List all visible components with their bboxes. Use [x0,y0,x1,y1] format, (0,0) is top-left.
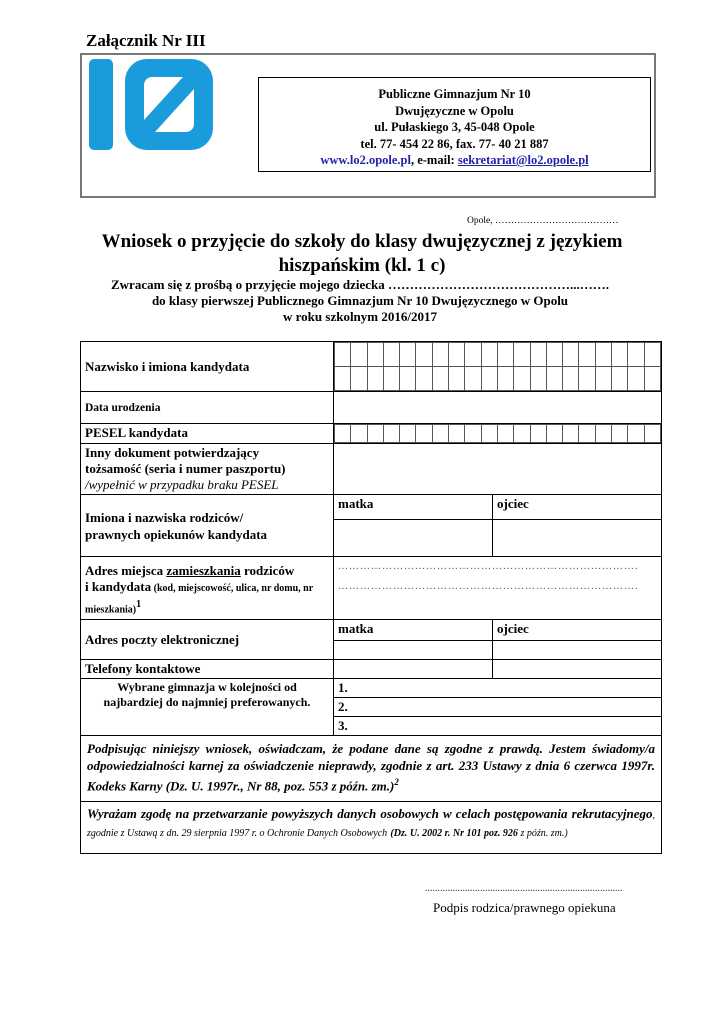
parents-mother-header: matka [334,495,493,520]
label-phones: Telefony kontaktowe [81,660,334,679]
father-email-field[interactable] [493,641,662,660]
consent-norm: , zgodnie z Ustawą z dn. 29 sierpnia 1997 r. o Ochronie Danych Osobowych [87,810,655,840]
char-box[interactable] [351,343,367,367]
address-part-2: rodziców [240,563,295,578]
signature-label: Podpis rodzica/prawnego opiekuna [433,900,616,915]
char-box[interactable] [367,425,383,443]
label-candidate-name: Nazwisko i imiona kandydata [81,342,334,392]
char-box[interactable] [628,367,644,391]
title-line-2: hiszpańskim (kl. 1 c) [278,255,446,276]
school-web-line [259,152,650,169]
label-address [81,557,334,620]
statement-text [81,736,662,802]
row-statement [81,736,662,802]
school-address: ul. Pułaskiego 3, 45-048 Opole [374,120,535,134]
email-label: , e-mail: [410,153,458,167]
char-box[interactable] [432,343,448,367]
email-mother-header: matka [334,620,493,641]
statement-body: Podpisując niniejszy wniosek, oświadczam, że podane dane są zgodne z prawdą. Jestem świadomy/a odpowiedzialności karnej za oświadczenie nieprawdy, zgodnie z art. 233 Ustawy z dnia 6 czerwca 1997r. Kodeks Karny (Dz. U. 1997r., Nr 88, poz. 553 z późn. zm.) [87,741,655,794]
consent-text [81,802,662,854]
char-box[interactable] [579,425,595,443]
char-box[interactable] [335,343,351,367]
char-box[interactable] [335,425,351,443]
row-parents-header [81,495,662,520]
school-contact-box [258,77,651,172]
char-box[interactable] [400,343,416,367]
char-box[interactable] [351,367,367,391]
char-box[interactable] [497,367,513,391]
char-box[interactable] [367,367,383,391]
intro-text [40,277,680,325]
mother-email-field[interactable] [334,641,493,660]
intro-line-1: Zwracam się z prośbą o przyjęcie mojego dziecka ……………………………………...……. [110,277,610,292]
row-candidate-name [81,342,662,392]
char-box[interactable] [497,343,513,367]
row-birth-date [81,392,662,424]
char-box[interactable] [465,425,481,443]
char-box[interactable] [595,425,611,443]
pesel-grid[interactable] [334,424,662,444]
char-box[interactable] [612,367,628,391]
char-box[interactable] [563,425,579,443]
footnote-1: 1 [136,599,142,610]
char-box[interactable] [400,425,416,443]
char-box[interactable] [367,343,383,367]
char-box[interactable] [335,367,351,391]
char-box[interactable] [465,343,481,367]
char-box[interactable] [514,425,530,443]
char-box[interactable] [465,367,481,391]
choice-3-field[interactable]: 3. [334,717,662,736]
signature-line[interactable]: ............................................................................... [425,883,623,894]
char-box[interactable] [579,343,595,367]
consent-bold: Wyrażam zgodę na przetwarzanie powyższych danych osobowych w celach postępowania rekrutacyjnego [87,806,653,822]
website-link[interactable]: www.lo2.opole.pl [320,153,411,167]
school-type: Dwujęzyczne w Opolu [395,103,514,118]
char-box[interactable] [432,367,448,391]
application-form [80,341,662,854]
label-parents [81,495,334,557]
char-box[interactable] [481,367,497,391]
annex-title: Załącznik Nr III [86,31,206,50]
char-box[interactable] [563,343,579,367]
char-box[interactable] [383,425,399,443]
chosen-line-1: Wybrane gimnazja w kolejności od [117,680,297,695]
birth-date-field[interactable] [334,392,662,424]
char-box[interactable] [563,367,579,391]
char-box[interactable] [449,367,465,391]
char-box[interactable] [595,343,611,367]
document-title [60,230,664,278]
row-consent [81,802,662,854]
parents-line-1: Imiona i nazwiska rodziców/ [85,509,244,525]
parents-father-header: ojciec [493,495,662,520]
char-box[interactable] [530,425,546,443]
char-box[interactable] [416,367,432,391]
char-box[interactable] [432,425,448,443]
char-box[interactable] [416,343,432,367]
address-field[interactable] [334,557,662,620]
char-box[interactable] [449,425,465,443]
choice-1-field[interactable]: 1. [334,679,662,698]
email-father-header: ojciec [493,620,662,641]
char-box[interactable] [612,343,628,367]
row-email-header [81,620,662,641]
char-box[interactable] [579,367,595,391]
char-box[interactable] [497,425,513,443]
char-box[interactable] [644,343,660,367]
school-name: Publiczne Gimnazjum Nr 10 [378,87,531,101]
char-box[interactable] [530,367,546,391]
char-box[interactable] [628,425,644,443]
label-birth-date: Data urodzenia [81,392,334,424]
title-line-1: Wniosek o przyjęcie do szkoły do klasy dwujęzycznej z językiem [101,231,623,252]
logo-digit-one [89,59,113,150]
footnote-2: 2 [394,777,399,788]
char-box[interactable] [644,425,660,443]
address-dots-line-1: ………………………………………………………………………. [338,561,639,572]
char-box[interactable] [628,343,644,367]
other-doc-note: /wypełnić w przypadku braku PESEL [85,477,279,492]
other-doc-line-1: Inny dokument potwierdzający [85,445,260,460]
row-phones [81,660,662,679]
label-other-document [81,444,334,495]
char-box[interactable] [383,367,399,391]
consent-bold-2: (Dz. U. 2002 r. Nr 101 poz. 926 [390,828,518,840]
label-email: Adres poczty elektronicznej [81,620,334,660]
candidate-name-grid[interactable] [334,342,662,392]
intro-line-3: w roku szkolnym 2016/2017 [283,309,437,324]
address-dots-line-2: ………………………………………………………………………. [338,581,639,592]
address-note: (kod, miejscowość, ulica, nr domu, nr mieszkania) [85,583,313,616]
char-box[interactable] [383,343,399,367]
char-box[interactable] [514,367,530,391]
char-box[interactable] [612,425,628,443]
row-choice-1 [81,679,662,698]
consent-norm-2: z późn. zm.) [517,828,568,840]
row-address [81,557,662,620]
school-phone: tel. 77- 454 22 86, fax. 77- 40 21 887 [360,136,549,151]
char-box[interactable] [546,367,562,391]
address-part-3: i kandydata [85,579,152,594]
label-pesel: PESEL kandydata [81,424,334,444]
row-other-document [81,444,662,495]
char-box[interactable] [449,343,465,367]
intro-line-2: do klasy pierwszej Publicznego Gimnazjum Nr 10 Dwujęzycznego w Opolu [151,293,569,308]
phone-mother-field[interactable] [334,660,493,679]
father-name-field[interactable] [493,520,662,557]
char-box[interactable] [644,367,660,391]
char-box[interactable] [481,343,497,367]
row-pesel [81,424,662,444]
choice-2-field[interactable]: 2. [334,698,662,717]
other-document-field[interactable] [334,444,662,495]
address-underlined: zamieszkania [166,563,241,578]
char-box[interactable] [595,367,611,391]
char-box[interactable] [530,343,546,367]
school-logo [87,57,217,152]
char-box[interactable] [514,343,530,367]
char-box[interactable] [351,425,367,443]
mother-name-field[interactable] [334,520,493,557]
char-box[interactable] [546,425,562,443]
phone-father-field[interactable] [493,660,662,679]
char-box[interactable] [400,367,416,391]
date-line: Opole, ………………………………… [467,216,619,226]
char-box[interactable] [546,343,562,367]
other-doc-line-2: tożsamość (seria i numer paszportu) [85,461,286,476]
chosen-line-2: najbardziej do najmniej preferowanych. [103,695,311,710]
label-chosen-schools [81,679,334,736]
address-part-1: Adres miejsca [85,563,167,578]
email-link[interactable]: sekretariat@lo2.opole.pl [457,153,589,167]
parents-line-2: prawnych opiekunów kandydata [85,526,268,542]
char-box[interactable] [416,425,432,443]
char-box[interactable] [481,425,497,443]
